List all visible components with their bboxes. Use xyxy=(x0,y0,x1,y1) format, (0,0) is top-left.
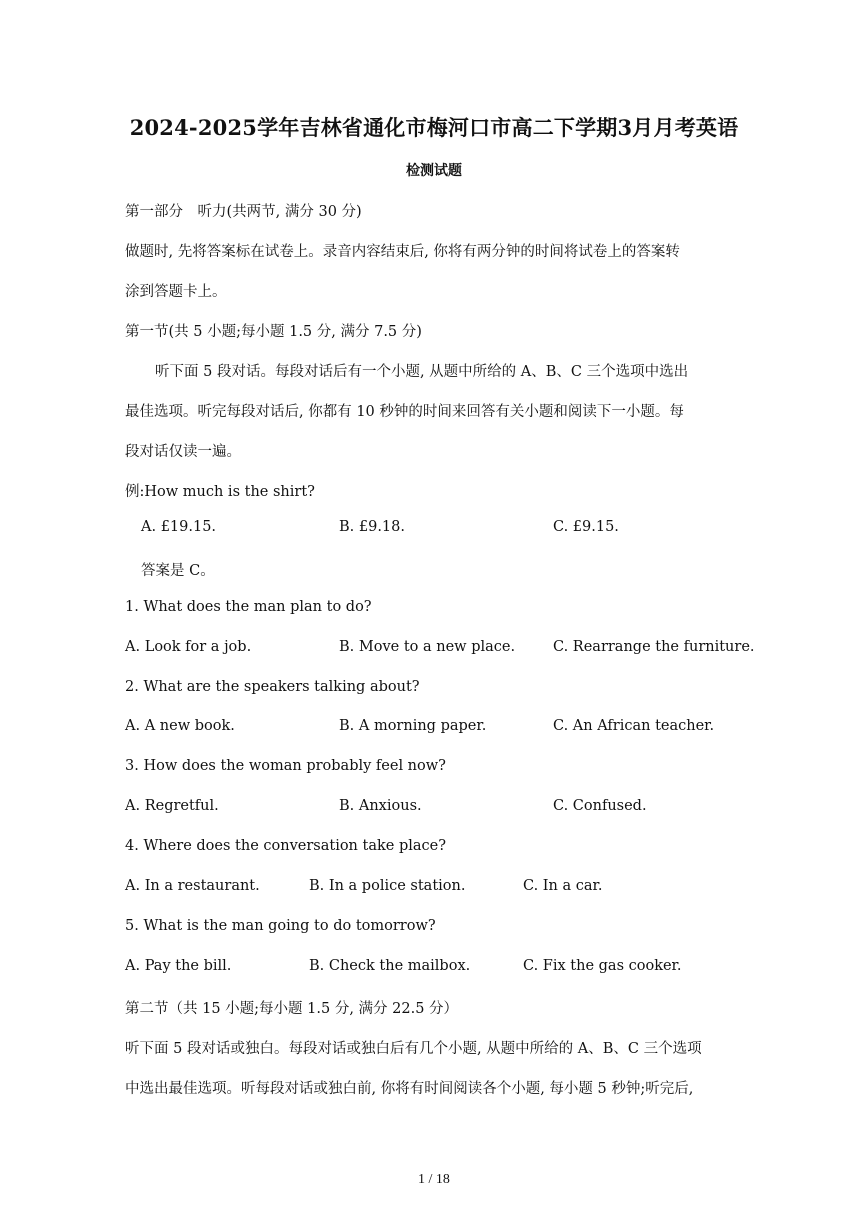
question-5-option-b: B. Check the mailbox. xyxy=(309,958,471,974)
question-5-option-a: A. Pay the bill. xyxy=(125,958,232,974)
section1-direction-line1: 听下面 5 段对话。每段对话后有一个小题, 从题中所给的 A、B、C 三个选项中选出 xyxy=(155,364,689,380)
question-3-option-b: B. Anxious. xyxy=(339,798,422,814)
question-3: 3. How does the woman probably feel now? xyxy=(125,758,446,774)
section1-direction-line3: 段对话仅读一遍。 xyxy=(125,444,241,460)
part1-heading: 第一部分 听力(共两节, 满分 30 分) xyxy=(125,204,362,220)
example-question: 例:How much is the shirt? xyxy=(125,484,315,500)
example-option-c: C. £9.15. xyxy=(553,519,619,535)
question-5: 5. What is the man going to do tomorrow? xyxy=(125,918,436,934)
question-4: 4. Where does the conversation take place? xyxy=(125,838,446,854)
question-1-option-a: A. Look for a job. xyxy=(125,639,252,655)
question-2-option-b: B. A morning paper. xyxy=(339,718,487,734)
section2-direction-line1: 听下面 5 段对话或独白。每段对话或独白后有几个小题, 从题中所给的 A、B、C 三个选项 xyxy=(125,1041,702,1057)
section2-direction-line2: 中选出最佳选项。听每段对话或独白前, 你将有时间阅读各个小题, 每小题 5 秒钟;听完后, xyxy=(125,1081,694,1097)
part1-instruction-line2: 涂到答题卡上。 xyxy=(125,284,227,300)
part1-instruction-line1: 做题时, 先将答案标在试卷上。录音内容结束后, 你将有两分钟的时间将试卷上的答案转 xyxy=(125,244,680,260)
page-title: 2024-2025学年吉林省通化市梅河口市高二下学期3月月考英语 xyxy=(129,115,739,140)
section1-heading: 第一节(共 5 小题;每小题 1.5 分, 满分 7.5 分) xyxy=(125,324,422,340)
question-2-option-c: C. An African teacher. xyxy=(553,718,715,734)
question-3-option-a: A. Regretful. xyxy=(125,798,219,814)
question-2-option-a: A. A new book. xyxy=(125,718,235,734)
question-4-option-b: B. In a police station. xyxy=(309,878,466,894)
page-subtitle: 检测试题 xyxy=(406,163,462,179)
section2-heading: 第二节（共 15 小题;每小题 1.5 分, 满分 22.5 分） xyxy=(125,1001,459,1017)
section1-direction-line2: 最佳选项。听完每段对话后, 你都有 10 秒钟的时间来回答有关小题和阅读下一小题。每 xyxy=(125,404,684,420)
question-1-option-c: C. Rearrange the furniture. xyxy=(553,639,755,655)
question-2: 2. What are the speakers talking about? xyxy=(125,679,420,695)
question-5-option-c: C. Fix the gas cooker. xyxy=(523,958,682,974)
example-option-a: A. £19.15. xyxy=(141,519,217,535)
question-4-option-c: C. In a car. xyxy=(523,878,603,894)
question-4-option-a: A. In a restaurant. xyxy=(125,878,260,894)
example-option-b: B. £9.18. xyxy=(339,519,405,535)
page-number: 1 / 18 xyxy=(418,1172,450,1187)
question-3-option-c: C. Confused. xyxy=(553,798,647,814)
question-1-option-b: B. Move to a new place. xyxy=(339,639,516,655)
example-answer: 答案是 C。 xyxy=(141,563,215,579)
question-1: 1. What does the man plan to do? xyxy=(125,599,372,615)
